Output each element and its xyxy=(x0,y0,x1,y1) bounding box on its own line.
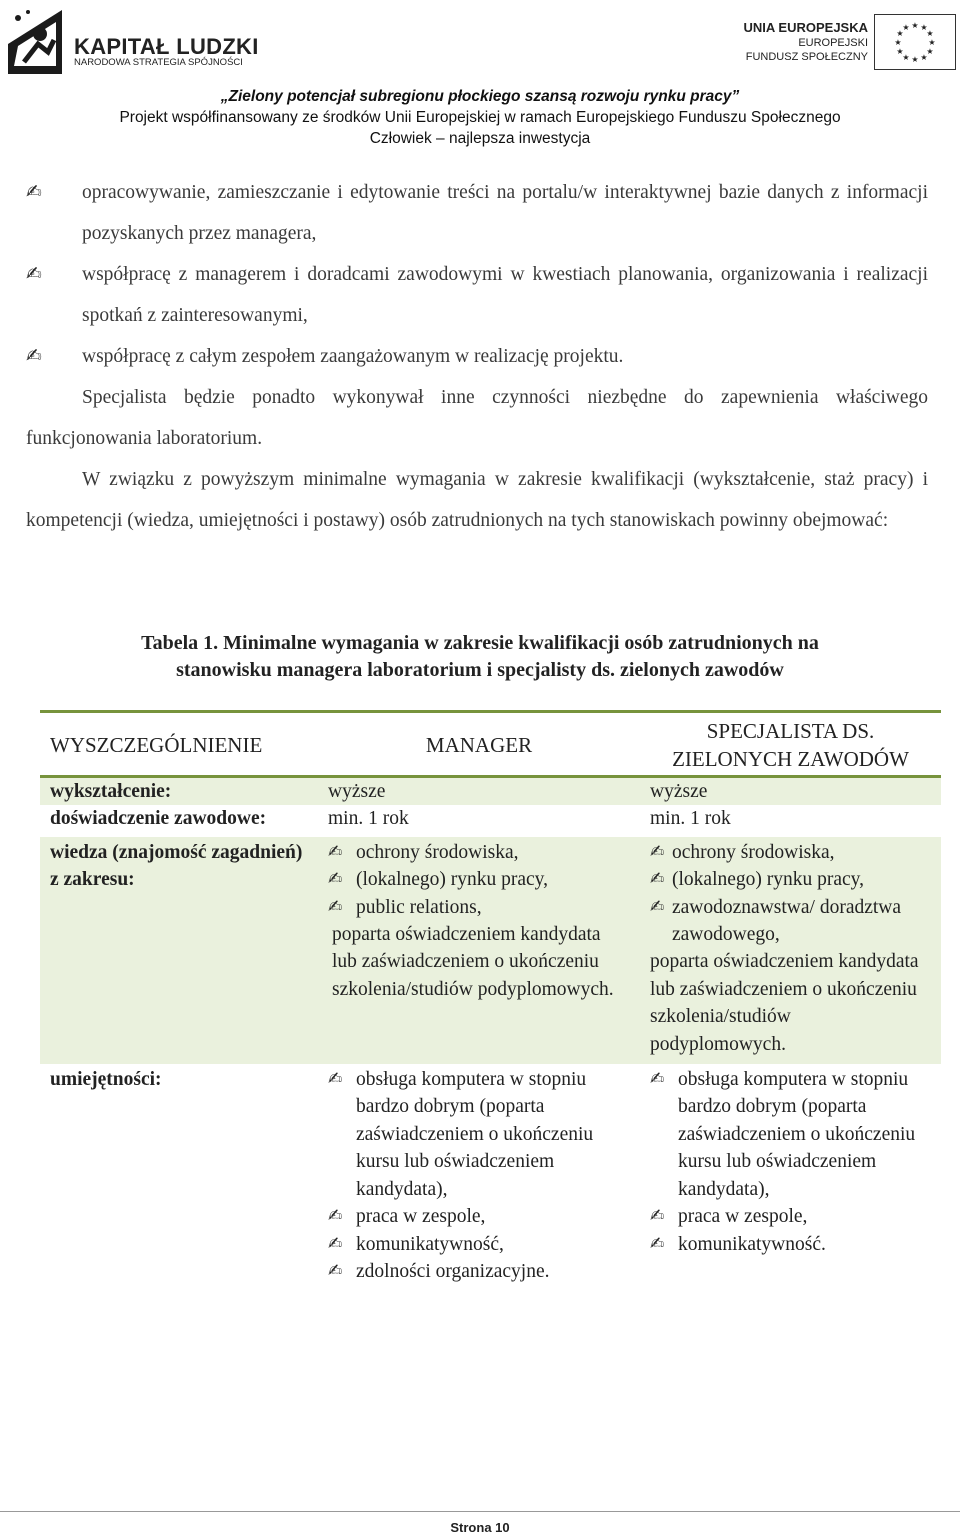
svg-text:★: ★ xyxy=(928,38,936,47)
eu-logo-text xyxy=(744,20,868,64)
row-label: wiedza (znajomość zagadnień) z zakresu: xyxy=(40,837,318,1064)
svg-text:★: ★ xyxy=(911,55,919,64)
body-text xyxy=(26,172,928,541)
svg-text:★: ★ xyxy=(896,29,904,38)
list-item xyxy=(650,866,931,893)
requirements-table xyxy=(40,710,941,1285)
kapital-ludzki-logo xyxy=(4,4,259,76)
list-item-text: obsługa komputera w stopniu bardzo dobrym (poparta zaświadczeniem o ukończeniu kursu lub oświadczeniem kandydata), xyxy=(678,1069,916,1200)
page-number: Strona 10 xyxy=(450,1520,510,1535)
manager-skills-list xyxy=(328,1066,630,1285)
pen-bullet-icon: ✍ xyxy=(26,345,42,367)
list-item xyxy=(328,866,630,893)
motto-line: Człowiek – najlepsza inwestycja xyxy=(369,130,591,147)
svg-text:★: ★ xyxy=(920,23,928,32)
list-item xyxy=(650,894,931,949)
pen-bullet-icon: ✍ xyxy=(328,1260,343,1281)
manager-knowledge-note: poparta oświadczeniem kandydata lub zaświadczeniem o ukończeniu szkolenia/studiów podyplomowych. xyxy=(332,924,614,1000)
svg-text:★: ★ xyxy=(894,38,902,47)
specialist-knowledge-list xyxy=(650,839,931,949)
specialist-skills-list xyxy=(650,1066,931,1258)
column-header: SPECJALISTA DS. ZIELONYCH ZAWODÓW xyxy=(640,712,941,777)
list-item-text: komunikatywność. xyxy=(678,1233,826,1255)
specialist-knowledge-note: poparta oświadczeniem kandydata lub zaświadczeniem o ukończeniu szkolenia/studiów podyplomowych. xyxy=(650,951,919,1055)
list-item-text: ochrony środowiska, xyxy=(672,841,835,863)
specialist-cell: min. 1 rok xyxy=(650,808,731,830)
svg-text:★: ★ xyxy=(911,21,919,30)
list-item xyxy=(26,336,928,377)
kapital-ludzki-subtitle: NARODOWA STRATEGIA SPÓJNOŚCI xyxy=(74,57,243,68)
list-item xyxy=(328,1231,630,1258)
bullet-text: współpracę z całym zespołem zaangażowanym w realizację projektu. xyxy=(82,346,624,367)
bullet-text: opracowywanie, zamieszczanie i edytowanie treści na portalu/w interaktywnej bazie danych z informacji pozyskanych przez managera, xyxy=(82,182,928,244)
table-row xyxy=(40,777,941,806)
paragraph: W związku z powyższym minimalne wymagania w zakresie kwalifikacji (wykształcenie, staż pracy) i kompetencji (wiedza, umiejętności i postawy) osób zatrudnionych na tych stanowiskach powinny obejmować: xyxy=(26,469,928,531)
pen-bullet-icon: ✍ xyxy=(650,869,665,890)
specialist-cell xyxy=(640,1064,941,1285)
list-item-text: zawodoznawstwa/ doradztwa zawodowego, xyxy=(672,896,902,946)
row-label: doświadczenie zawodowe: xyxy=(50,808,267,830)
list-item xyxy=(328,1203,630,1230)
eu-logo-line2: EUROPEJSKI xyxy=(798,37,868,49)
manager-cell xyxy=(318,1064,640,1285)
column-header: MANAGER xyxy=(318,712,640,777)
project-info xyxy=(0,86,960,149)
paragraph: Specjalista będzie ponadto wykonywał inne czynności niezbędne do zapewnienia właściwego funkcjonowania laboratorium. xyxy=(26,387,928,449)
page-header xyxy=(0,0,960,160)
row-label: wykształcenie: xyxy=(40,777,318,806)
list-item xyxy=(26,172,928,254)
svg-text:★: ★ xyxy=(902,53,910,62)
pen-bullet-icon: ✍ xyxy=(650,1206,665,1227)
svg-text:★: ★ xyxy=(926,47,934,56)
cofinance-line: Projekt współfinansowany ze środków Unii Europejskiej w ramach Europejskiego Funduszu Społecznego xyxy=(119,109,841,126)
eu-flag-icon xyxy=(874,14,956,70)
list-item-text: zdolności organizacyjne. xyxy=(356,1260,550,1282)
list-item xyxy=(328,894,630,921)
project-name: „Zielony potencjał subregionu płockiego szansą rozwoju rynku pracy” xyxy=(220,88,740,105)
table-caption xyxy=(60,630,900,684)
manager-cell: min. 1 rok xyxy=(328,808,409,830)
specialist-cell: wyższe xyxy=(640,777,941,806)
manager-knowledge-list xyxy=(328,839,630,921)
list-item xyxy=(328,839,630,866)
manager-cell xyxy=(318,837,640,1064)
bullet-text: współpracę z managerem i doradcami zawodowymi w kwestiach planowania, organizowania i realizacji spotkań z zainteresowanymi, xyxy=(82,264,928,326)
kapital-ludzki-emblem-icon xyxy=(4,4,66,76)
table-caption-line2: stanowisku managera laboratorium i specjalisty ds. zielonych zawodów xyxy=(176,659,784,681)
pen-bullet-icon: ✍ xyxy=(328,1069,343,1090)
eu-logo-line1: UNIA EUROPEJSKA xyxy=(743,20,868,35)
svg-text:★: ★ xyxy=(920,53,928,62)
list-item-text: praca w zespole, xyxy=(356,1206,486,1228)
list-item xyxy=(328,1066,630,1203)
pen-bullet-icon: ✍ xyxy=(650,896,665,917)
page-footer xyxy=(0,1511,960,1537)
table-row xyxy=(40,1064,941,1285)
list-item xyxy=(650,1066,931,1203)
pen-bullet-icon: ✍ xyxy=(328,1233,343,1254)
pen-bullet-icon: ✍ xyxy=(26,181,42,203)
list-item xyxy=(650,1203,931,1230)
pen-bullet-icon: ✍ xyxy=(328,1206,343,1227)
list-item xyxy=(328,1258,630,1285)
list-item-text: komunikatywność, xyxy=(356,1233,504,1255)
list-item xyxy=(650,839,931,866)
table-caption-line1: Tabela 1. Minimalne wymagania w zakresie kwalifikacji osób zatrudnionych na xyxy=(141,632,819,654)
list-item-text: praca w zespole, xyxy=(678,1206,808,1228)
table-header-row xyxy=(40,712,941,777)
kapital-ludzki-title: KAPITAŁ LUDZKI xyxy=(74,34,259,59)
svg-text:★: ★ xyxy=(926,29,934,38)
list-item-text: public relations, xyxy=(356,896,482,918)
pen-bullet-icon: ✍ xyxy=(650,1069,665,1090)
pen-bullet-icon: ✍ xyxy=(650,841,665,862)
requirements-table-wrap xyxy=(40,710,941,1285)
table-row xyxy=(40,837,941,1064)
manager-cell: wyższe xyxy=(318,777,640,806)
list-item-text: obsługa komputera w stopniu bardzo dobrym (poparta zaświadczeniem o ukończeniu kursu lub oświadczeniem kandydata), xyxy=(356,1069,594,1200)
specialist-cell xyxy=(640,837,941,1064)
svg-text:★: ★ xyxy=(902,23,910,32)
svg-text:★: ★ xyxy=(896,47,904,56)
eu-logo xyxy=(743,14,956,70)
list-item xyxy=(650,1231,931,1258)
pen-bullet-icon: ✍ xyxy=(328,869,343,890)
list-item-text: (lokalnego) rynku pracy, xyxy=(672,869,865,891)
column-header: WYSZCZEGÓLNIENIE xyxy=(40,712,318,777)
list-item-text: (lokalnego) rynku pracy, xyxy=(356,869,549,891)
pen-bullet-icon: ✍ xyxy=(328,896,343,917)
pen-bullet-icon: ✍ xyxy=(650,1233,665,1254)
pen-bullet-icon: ✍ xyxy=(26,263,42,285)
list-item xyxy=(26,254,928,336)
table-row xyxy=(40,805,941,836)
row-label: umiejętności: xyxy=(50,1069,162,1091)
pen-bullet-icon: ✍ xyxy=(328,841,343,862)
list-item-text: ochrony środowiska, xyxy=(356,841,519,863)
eu-logo-line3: FUNDUSZ SPOŁECZNY xyxy=(745,51,868,63)
